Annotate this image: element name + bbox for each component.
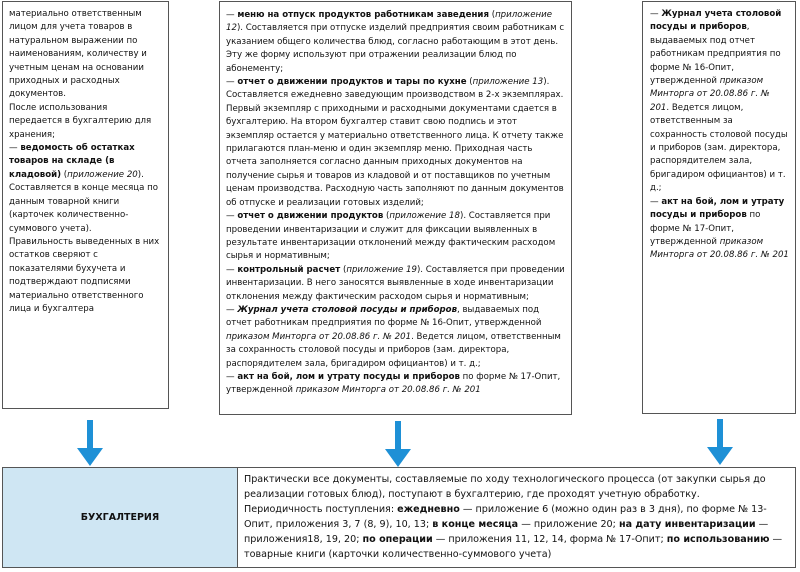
down-arrow-icon [707,419,733,467]
middle-item-kitchen-report: — отчет о движении продуктов и тары по кухне (приложение 13). Составляется ежедневно заведующим производством в 2-х экземплярах. Первый экземпляр с приходными и расходными документами сдается в бухгалтерию. На втором бухгалтер ставит свою подпись и этот экземпляр остается у материально ответственного лица. К отчету также прилагаются план-меню и один экземпляр меню. Приходная часть отчета заполняется согласно данным приходных документов на получение сырья и товаров из кладовой и от поставщиков по учетным ценам производства. Расходную часть заполняют по данным документов об отпуске и реализации готовых изделий; [226,77,564,208]
down-arrow-icon [77,420,103,468]
down-arrow-icon [385,421,411,469]
accounting-row [2,467,796,568]
appendix-ref: приложение 20 [67,169,138,180]
stock-statement-title: ведомость об остатках товаров на складе (в кладовой) [9,143,135,180]
left-paragraph-1: материально ответственным лицом для учета товаров в натуральном выражении по наименованиям, количеству и учетным ценам на основании приходных и расходных документов. [9,9,147,100]
middle-item-staff-menu: — меню на отпуск продуктов работникам заведения (приложение 12). Составляется при отпуске изделий предприятия своим работникам с указанием общего количества блюд, согласно работающим в этот день. Эту же форму используют при отражении реализации блюд по абонементу; [226,10,565,74]
accounting-department-label: БУХГАЛТЕРИЯ [3,468,238,567]
right-item-tableware-journal: — Журнал учета столовой посуды и приборов, выдаваемых под отчет работникам предприятия по форме № 16-Опит, утвержденной приказом Минторга от 20.08.86 г. № 201. Ведется лицом, ответственным за сохранность столовой посуды и приборов (зам. директора, распорядителем зала, бригадиром официантов) и т. д.; [650,9,788,194]
middle-item-tableware-journal: — Журнал учета столовой посуды и приборов, выдаваемых под отчет работникам предприятия по форме № 16-Опит, утвержденной приказом Минторга от 20.08.86 г. № 201. Ведется лицом, ответственным за сохранность столовой посуды и приборов (зам. директора, распорядителем зала, бригадиром официантов) и т. д.; [226,304,561,369]
accounting-description [238,468,795,567]
left-item-stock-statement: — ведомость об остатках товаров на складе (в кладовой) (приложение 20). [9,143,144,180]
middle-item-breakage-act: — акт на бой, лом и утрату посуды и приборов по форме № 17-Опит, утвержденной приказом Минторга от 20.08.86 г. № 201 [226,371,561,396]
accounting-intro: Практически все документы, составляемые по ходу технологического процесса (от закупки сырья до реализации готовых блюд), поступают в бухгалтерию, где проходят учетную обработку. [244,474,766,500]
left-paragraph-5: Правильность выведенных в них остатков сверяют с показателями бухучета и подтверждают подписями материально ответственного лица и бухгалтера [9,236,160,314]
left-document-box [2,1,169,409]
right-document-box [642,1,796,414]
middle-document-box [219,1,572,415]
middle-item-products-report: — отчет о движении продуктов (приложение 18). Составляется при проведении инвентаризации и служит для фиксации выявленных в результате инвентаризации отклонений между фактическим расходом сырья и нормативным; [226,211,556,262]
middle-item-control-calc: — контрольный расчет (приложение 19). Составляется при проведении инвентаризации. В него заносятся выявленные в ходе инвентаризации отклонения между фактическим расходом сырья и нормативным; [226,264,565,302]
left-paragraph-2: После использования передается в бухгалтерию для хранения; [9,102,152,140]
accounting-periodicity: Периодичность поступления: ежедневно — приложение 6 (можно один раз в 3 дня), по форме № 13-Опит, приложения 3, 7 (8, 9), 10, 13; в конце месяца — приложение 20; на дату инвентаризации — приложения18, 19, 20; по операции — приложения 11, 12, 14, форма № 17-Опит; по использованию — товарные книги (карточки количественно-суммового учета) [244,504,783,560]
right-item-breakage-act: — акт на бой, лом и утрату посуды и приборов по форме № 17-Опит, утвержденной приказом Минторга от 20.08.86 г. № 201 [650,196,789,261]
left-paragraph-4: Составляется в конце месяца по данным товарной книги (карточек количественно-суммового учета). [9,183,159,234]
